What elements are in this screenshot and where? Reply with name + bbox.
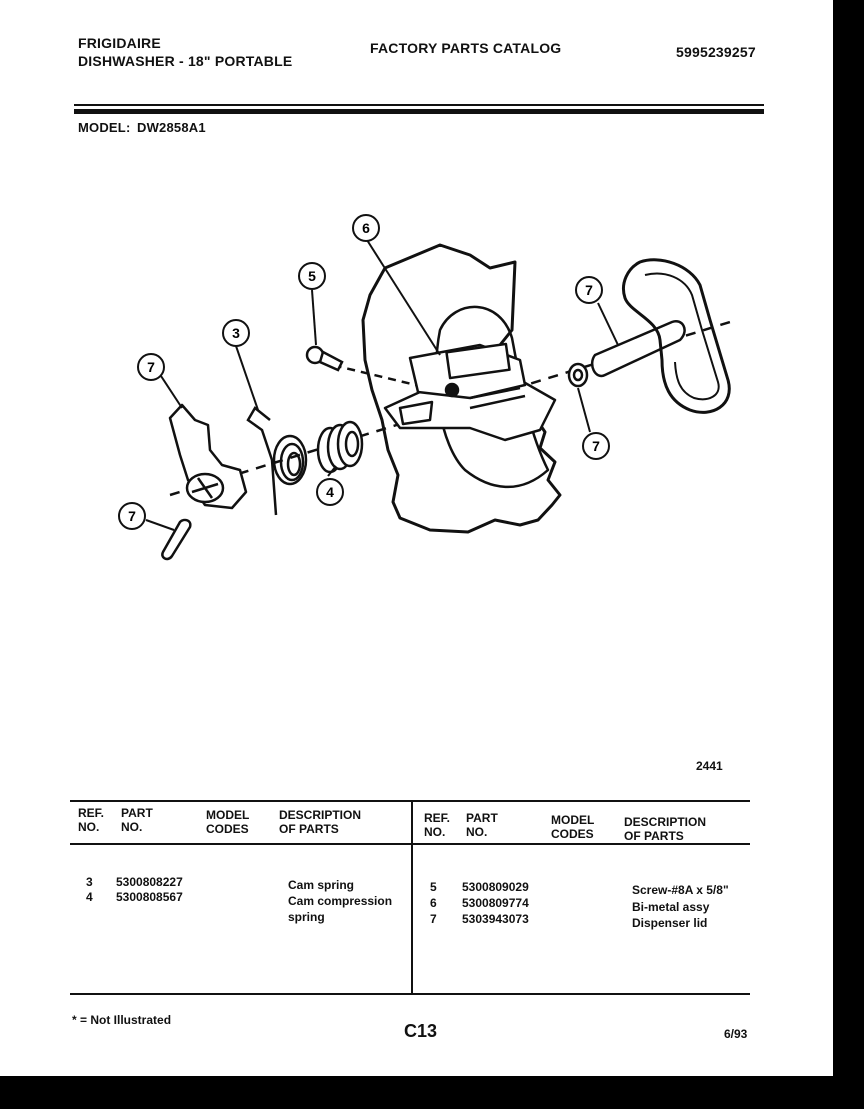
callout-ref-6: [353, 215, 379, 241]
table-row-description: Screw-#8A x 5/8": [632, 883, 729, 897]
table-row-part-number: 5300809774: [462, 896, 529, 910]
page-code: C13: [404, 1021, 438, 1041]
table-row-description: Cam compression: [288, 894, 393, 908]
bimetal-assembly: [385, 344, 555, 440]
col-header-part-left: PART NO.: [121, 806, 153, 834]
cam-lever: [170, 405, 246, 508]
product-name: DISHWASHER - 18" PORTABLE: [78, 53, 293, 69]
col-header-model-left: MODEL CODES: [206, 808, 250, 836]
svg-text:5: 5: [308, 268, 316, 284]
table-bottom-rule: [70, 993, 750, 995]
not-illustrated-note: * = Not Illustrated: [72, 1013, 172, 1027]
revision-date: 6/93: [724, 1027, 748, 1041]
callout-ref-5: [299, 263, 325, 289]
table-row-ref: 7: [430, 912, 437, 926]
col-header-desc-right: DESCRIPTION OF PARTS: [624, 815, 707, 843]
svg-text:6: 6: [362, 220, 370, 236]
col-header-desc-left: DESCRIPTION OF PARTS: [279, 808, 362, 836]
table-row-part-number: 5303943073: [462, 912, 529, 926]
col-header-ref-right: REF. NO.: [424, 811, 451, 839]
svg-text:3: 3: [232, 325, 240, 341]
table-center-divider: [411, 800, 413, 994]
svg-text:4: 4: [326, 484, 334, 500]
svg-text:7: 7: [147, 359, 155, 375]
table-row-ref: 5: [430, 880, 437, 894]
callout-ref-3: [223, 320, 249, 346]
washer-and-pin: [569, 321, 685, 386]
table-row-description: Dispenser lid: [632, 916, 708, 930]
catalog-title: FACTORY PARTS CATALOG: [370, 40, 562, 56]
catalog-number: 5995239257: [676, 44, 756, 60]
table-header-rule: [70, 843, 750, 845]
model-label: MODEL:: [78, 120, 131, 135]
callout-ref-7-cam: [138, 354, 164, 380]
table-row-part-number: 5300808567: [116, 890, 183, 904]
diagram-number: 2441: [696, 759, 723, 773]
screw-part: [307, 347, 342, 370]
brand-name: FRIGIDAIRE: [78, 35, 161, 51]
table-row-description-cont: spring: [288, 910, 325, 924]
table-row-ref: 6: [430, 896, 437, 910]
table-row-description: Bi-metal assy: [632, 900, 710, 914]
small-pin: [162, 520, 190, 559]
model-number: DW2858A1: [137, 120, 206, 135]
col-header-ref-left: REF. NO.: [78, 806, 105, 834]
col-header-part-right: PART NO.: [466, 811, 498, 839]
svg-text:7: 7: [128, 508, 136, 524]
table-row-description: Cam spring: [288, 878, 355, 892]
table-row-part-number: 5300808227: [116, 875, 183, 889]
callout-ref-7-pin-left: [119, 503, 145, 529]
svg-text:7: 7: [592, 438, 600, 454]
table-row-part-number: 5300809029: [462, 880, 529, 894]
col-header-model-right: MODEL CODES: [551, 813, 595, 841]
table-top-rule: [70, 800, 750, 802]
table-row-ref: 3: [86, 875, 93, 889]
compression-spring: [318, 422, 362, 472]
table-row-ref: 4: [86, 890, 93, 904]
callout-ref-7-pin-right: [583, 433, 609, 459]
svg-text:7: 7: [585, 282, 593, 298]
callout-ref-4: [317, 479, 343, 505]
callout-ref-7-washer: [576, 277, 602, 303]
